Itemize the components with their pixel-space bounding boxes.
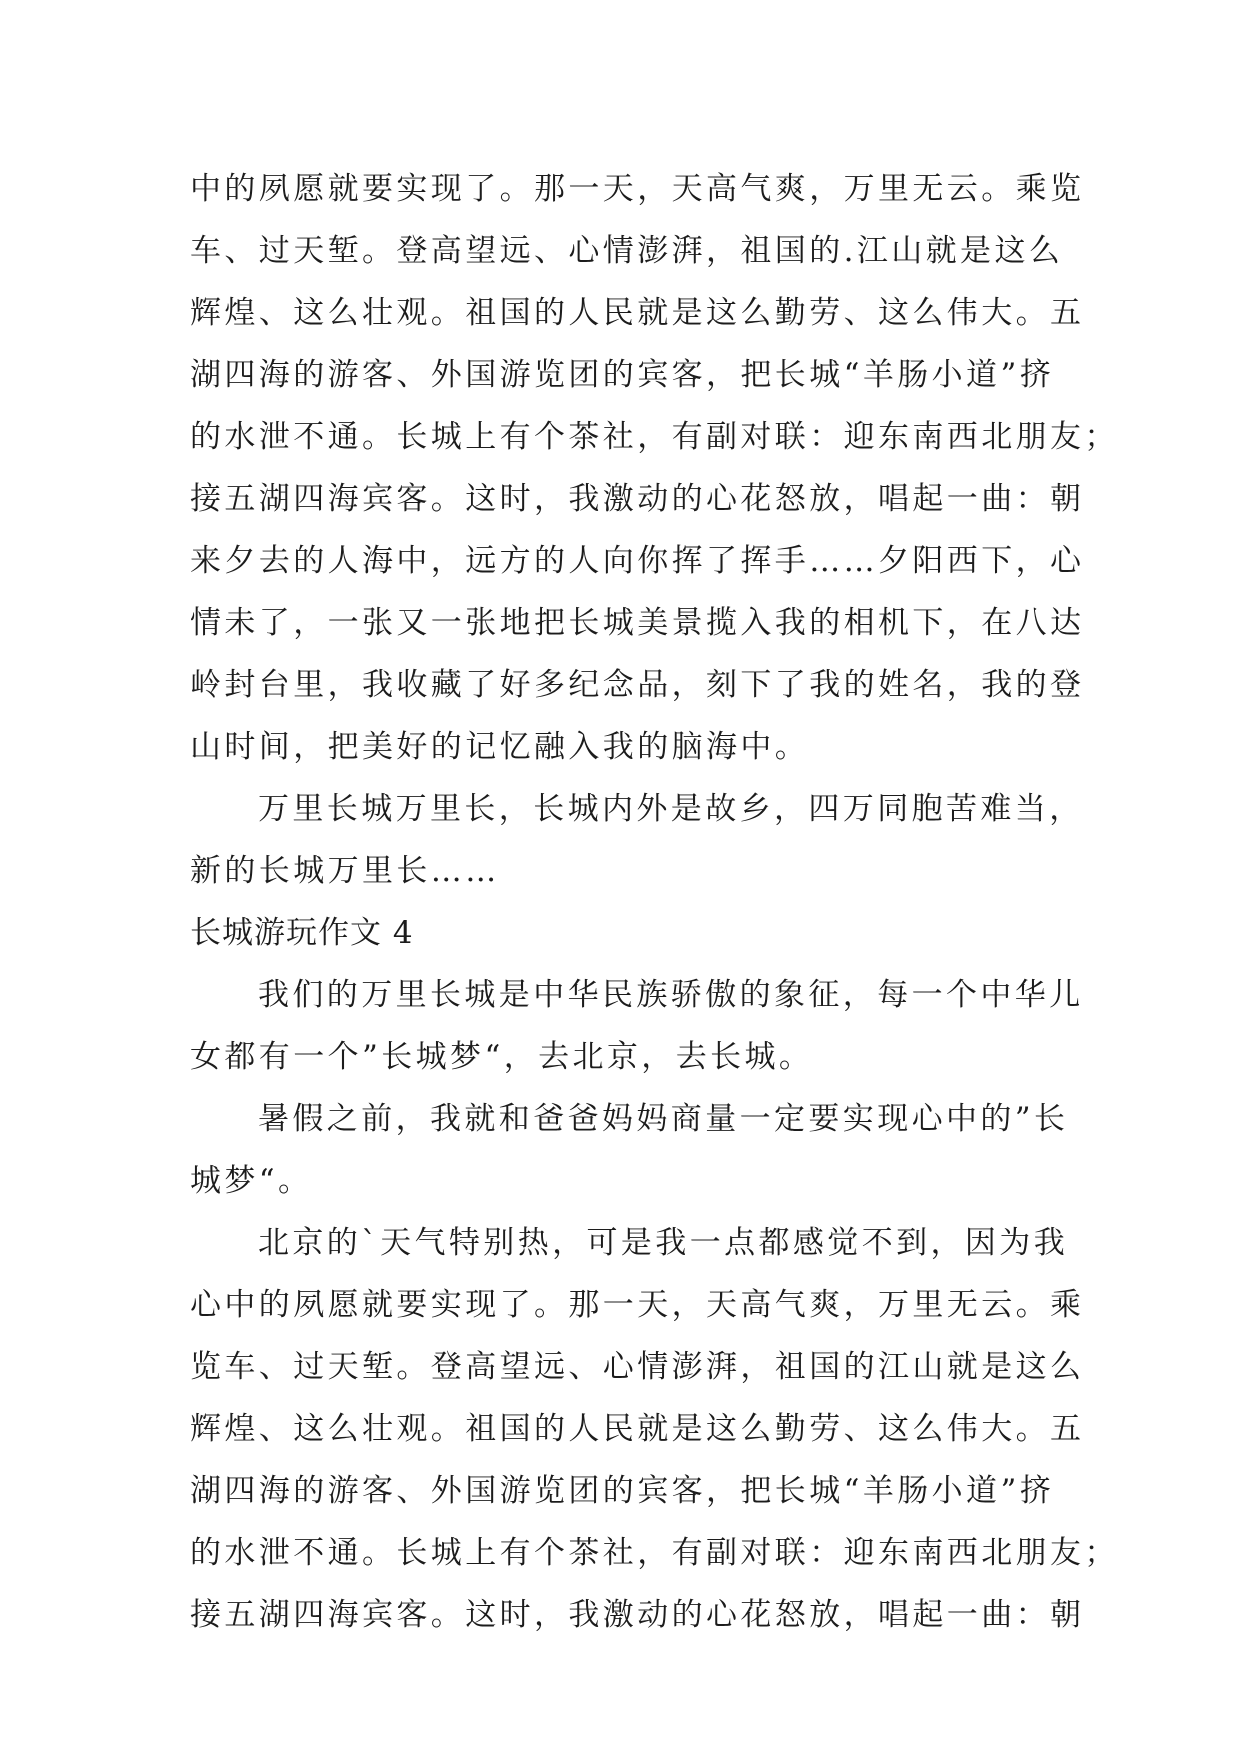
text-line: 情未了，一张又一张地把长城美景揽入我的相机下，在八达 [190, 605, 1085, 641]
essay-body [190, 158, 1119, 1646]
paragraph-start-line: 我们的万里长城是中华民族骄傲的象征，每一个中华儿 [258, 977, 1084, 1013]
text-line: 山时间，把美好的记忆融入我的脑海中。 [190, 729, 810, 765]
text-line: 辉煌、这么壮观。祖国的人民就是这么勤劳、这么伟大。五 [190, 295, 1085, 331]
text-line: 心中的夙愿就要实现了。那一天，天高气爽，万里无云。乘 [190, 1287, 1085, 1323]
section-heading: 长城游玩作文 4 [190, 915, 414, 951]
text-line: 览车、过天堑。登高望远、心情澎湃，祖国的江山就是这么 [190, 1349, 1085, 1385]
text-line: 接五湖四海宾客。这时，我激动的心花怒放，唱起一曲：朝 [190, 1597, 1085, 1633]
text-line: 女都有一个”长城梦“，去北京，去长城。 [190, 1039, 814, 1075]
paragraph-start-line: 暑假之前，我就和爸爸妈妈商量一定要实现心中的”长 [258, 1101, 1069, 1137]
paragraph-start-line: 万里长城万里长，长城内外是故乡，四万同胞苦难当， [258, 791, 1084, 827]
text-line: 来夕去的人海中，远方的人向你挥了挥手……夕阳西下，心 [190, 543, 1085, 579]
text-line: 接五湖四海宾客。这时，我激动的心花怒放，唱起一曲：朝 [190, 481, 1085, 517]
text-line: 岭封台里，我收藏了好多纪念品，刻下了我的姓名，我的登 [190, 667, 1085, 703]
text-line: 湖四海的游客、外国游览团的宾客，把长城“羊肠小道”挤 [190, 357, 1055, 393]
paragraph-start-line: 北京的`天气特别热，可是我一点都感觉不到，因为我 [258, 1225, 1069, 1261]
text-line: 城梦“。 [190, 1163, 313, 1199]
text-line: 的水泄不通。长城上有个茶社，有副对联：迎东南西北朋友； [190, 419, 1119, 455]
text-line: 新的长城万里长…… [190, 853, 500, 889]
text-line: 车、过天堑。登高望远、心情澎湃，祖国的.江山就是这么 [190, 233, 1064, 269]
text-line: 湖四海的游客、外国游览团的宾客，把长城“羊肠小道”挤 [190, 1473, 1055, 1509]
text-line: 中的夙愿就要实现了。那一天，天高气爽，万里无云。乘览 [190, 171, 1085, 207]
text-line: 辉煌、这么壮观。祖国的人民就是这么勤劳、这么伟大。五 [190, 1411, 1085, 1447]
text-line: 的水泄不通。长城上有个茶社，有副对联：迎东南西北朋友； [190, 1535, 1119, 1571]
